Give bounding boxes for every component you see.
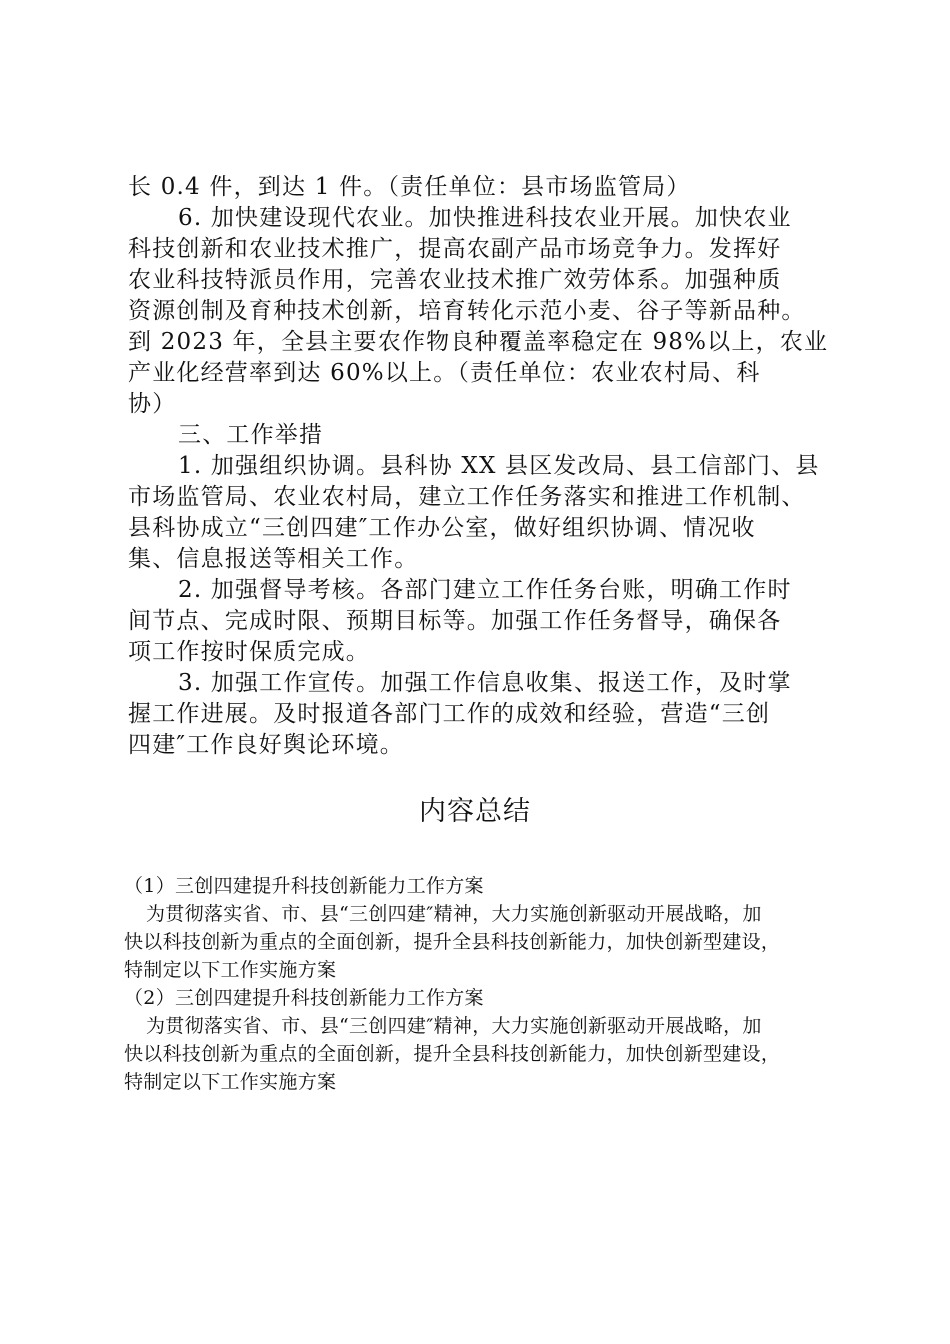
body-line: 项工作按时保质完成。 [128,639,370,665]
summary-title: 内容总结 [419,796,531,827]
paragraph-modern-agriculture: 6. 加快建设现代农业。加快推进科技农业开展。加快农业 [178,205,792,231]
body-line: 集、信息报送等相关工作。 [128,546,419,572]
body-line: 间节点、完成时限、预期目标等。加强工作任务督导，确保各 [128,608,782,634]
summary-line: 快以科技创新为重点的全面创新，提升全县科技创新能力，加快创新型建设， [124,931,781,953]
body-line: 握工作进展。及时报道各部门工作的成效和经验，营造“三创 [128,701,771,727]
paragraph-publicity: 3. 加强工作宣传。加强工作信息收集、报送工作，及时掌 [178,670,792,696]
paragraph-coordination: 1. 加强组织协调。县科协 XX 县区发改局、县工信部门、县 [178,453,820,479]
body-line: 四建″工作良好舆论环境。 [128,732,404,758]
body-line: 农业科技特派员作用，完善农业技术推广效劳体系。加强种质 [128,267,782,293]
body-line: 长 0.4 件，到达 1 件。（责任单位：县市场监管局） [128,174,691,200]
paragraph-supervision: 2. 加强督导考核。各部门建立工作任务台账，明确工作时 [178,577,792,603]
body-line: 科技创新和农业技术推广，提高农副产品市场竞争力。发挥好 [128,236,782,262]
summary-item-heading: （2）三创四建提升科技创新能力工作方案 [124,987,484,1009]
summary-line: 特制定以下工作实施方案 [124,959,337,981]
summary-line: 为贯彻落实省、市、县“三创四建″精神，大力实施创新驱动开展战略，加 [146,903,762,925]
body-line: 县科协成立“三创四建″工作办公室，做好组织协调、情况收 [128,515,756,541]
summary-line: 特制定以下工作实施方案 [124,1071,337,1093]
body-line: 到 2023 年，全县主要农作物良种覆盖率稳定在 98%以上，农业 [128,329,829,355]
section-heading-measures: 三、工作举措 [178,422,324,448]
summary-line: 快以科技创新为重点的全面创新，提升全县科技创新能力，加快创新型建设， [124,1043,781,1065]
body-line: 协） [128,391,177,417]
summary-item-heading: （1）三创四建提升科技创新能力工作方案 [124,875,484,897]
body-line: 市场监管局、农业农村局，建立工作任务落实和推进工作机制、 [128,484,806,510]
body-text [128,172,828,761]
body-line: 资源创制及育种技术创新，培育转化示范小麦、谷子等新品种。 [128,298,806,324]
body-line: 产业化经营率到达 60%以上。（责任单位：农业农村局、科 [128,360,761,386]
summary-text [124,872,834,1096]
summary-line: 为贯彻落实省、市、县“三创四建″精神，大力实施创新驱动开展战略，加 [146,1015,762,1037]
